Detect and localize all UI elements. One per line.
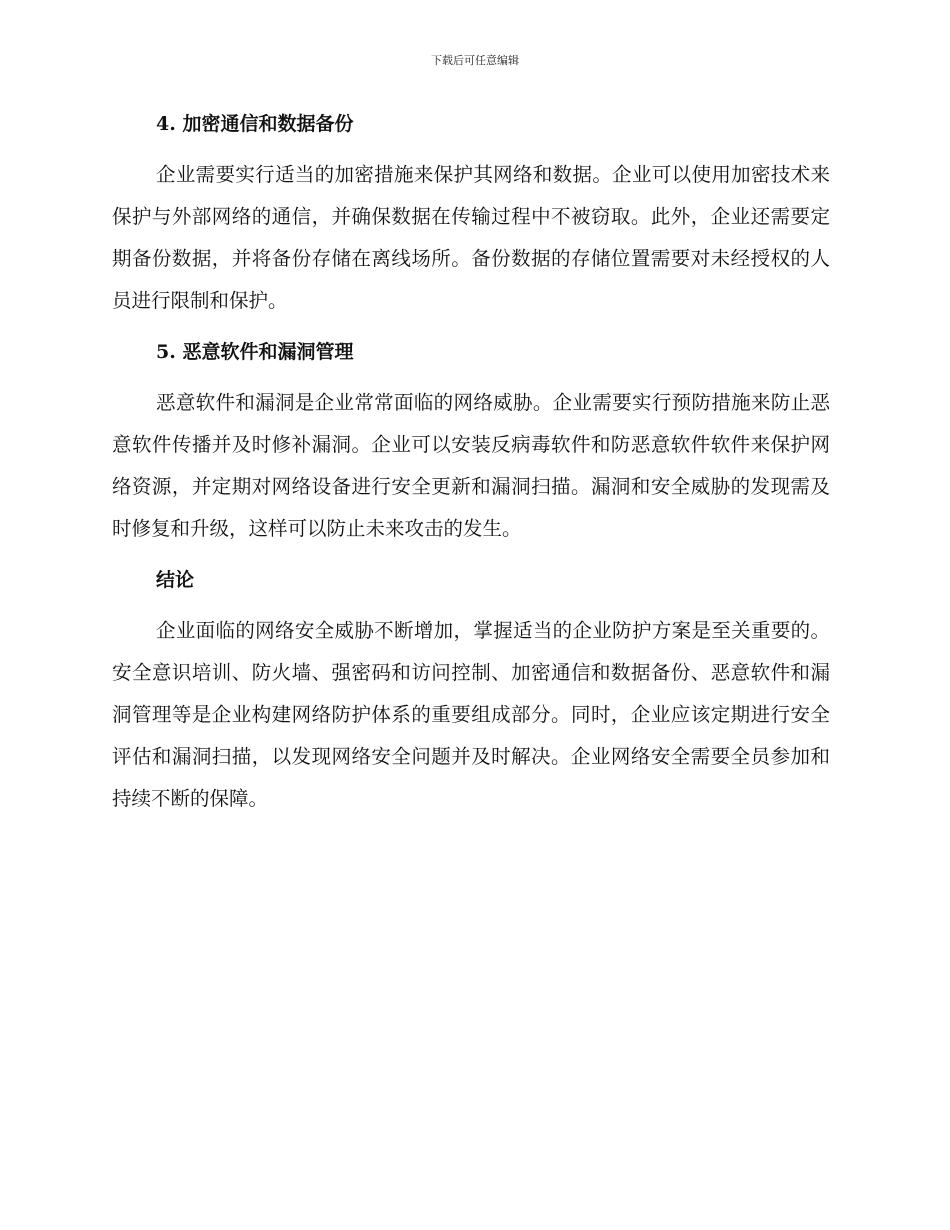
section-paragraph: 恶意软件和漏洞是企业常常面临的网络威胁。企业需要实行预防措施来防止恶意软件传播并及时修补漏洞。企业可以安装反病毒软件和防恶意软件软件来保护网络资源，并定期对网络设备进行安全更新和漏洞扫描。漏洞和安全威胁的发现需及时修复和升级，这样可以防止未来攻击的发生。	[112, 391, 830, 540]
section-malware-vulnerability	[112, 338, 830, 566]
section-heading: 结论	[156, 569, 195, 591]
section-conclusion	[112, 566, 830, 820]
section-encryption-backup	[112, 110, 830, 338]
section-heading: 5. 恶意软件和漏洞管理	[156, 341, 354, 363]
section-paragraph: 企业面临的网络安全威胁不断增加，掌握适当的企业防护方案是至关重要的。安全意识培训、防火墙、强密码和访问控制、加密通信和数据备份、恶意软件和漏洞管理等是企业构建网络防护体系的重要组成部分。同时，企业应该定期进行安全评估和漏洞扫描，以发现网络安全问题并及时解决。企业网络安全需要全员参加和持续不断的保障。	[112, 619, 830, 810]
page-header-note: 下载后可任意编辑	[431, 54, 519, 67]
section-heading: 4. 加密通信和数据备份	[156, 113, 354, 135]
section-paragraph: 企业需要实行适当的加密措施来保护其网络和数据。企业可以使用加密技术来保护与外部网络的通信，并确保数据在传输过程中不被窃取。此外，企业还需要定期备份数据，并将备份存储在离线场所。备份数据的存储位置需要对未经授权的人员进行限制和保护。	[112, 163, 830, 312]
document-body	[112, 110, 830, 820]
